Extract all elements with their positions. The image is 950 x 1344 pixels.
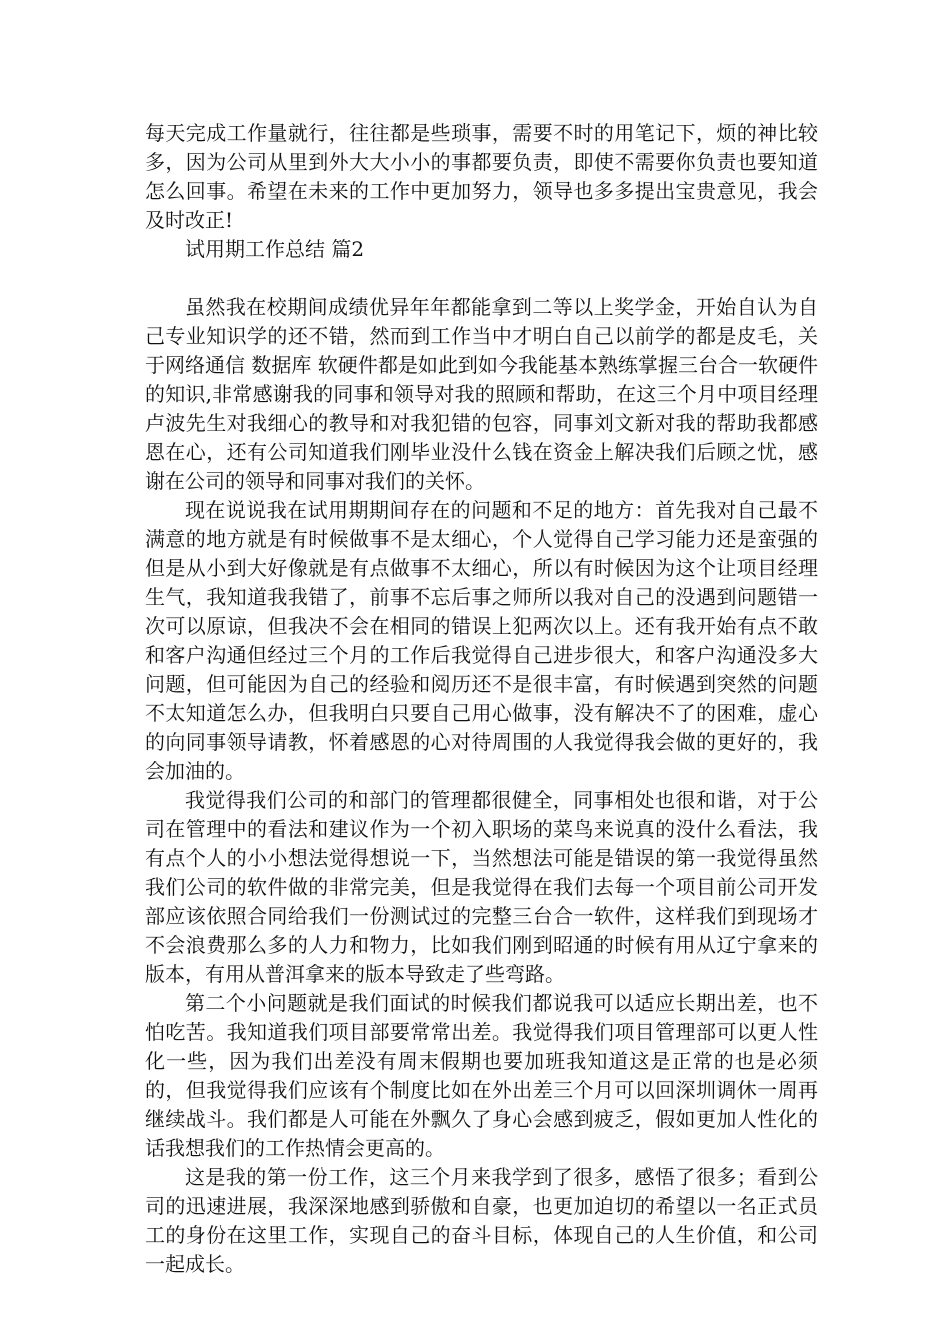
body-paragraph-4: 第二个小问题就是我们面试的时候我们都说我可以适应长期出差，也不怕吃苦。我知道我们项目部要常常出差。我觉得我们项目管理部可以更人性化一些，因为我们出差没有周末假期也要加班我知道这是正常的也是必须的，但我觉得我们应该有个制度比如在外出差三个月可以回深圳调休一周再继续战斗。我们都是人可能在外飘久了身心会感到疲乏，假如更加人性化的话我想我们的工作热情会更高的。 [145,991,818,1160]
section-heading: 试用期工作总结 篇2 [185,237,365,261]
document-page [145,119,818,1279]
body-paragraph-2: 现在说说我在试用期期间存在的问题和不足的地方：首先我对自己最不满意的地方就是有时候做事不是太细心，个人觉得自己学习能力还是蛮强的但是从小到大好像就是有点做事不太细心，所以有时候因为这个让项目经理生气，我知道我我错了，前事不忘后事之师所以我对自己的没遇到问题错一次可以原谅，但我决不会在相同的错误上犯两次以上。还有我开始有点不敢和客户沟通但经过三个月的工作后我觉得自己进步很大，和客户沟通没多大问题，但可能因为自己的经验和阅历还不是很丰富，有时候遇到突然的问题不太知道怎么办，但我明白只要自己用心做事，没有解决不了的困难，虚心的向同事领导请教，怀着感恩的心对待周围的人我觉得我会做的更好的，我会加油的。 [145,498,818,783]
intro-paragraph: 每天完成工作量就行，往往都是些琐事，需要不时的用笔记下，烦的神比较多，因为公司从里到外大大小小的事都要负责，即使不需要你负责也要知道怎么回事。希望在未来的工作中更加努力，领导也多多提出宝贵意见，我会及时改正! [145,121,818,232]
body-paragraph-3: 我觉得我们公司的和部门的管理都很健全，同事相处也很和谐，对于公司在管理中的看法和建议作为一个初入职场的菜鸟来说真的没什么看法，我有点个人的小小想法觉得想说一下，当然想法可能是错误的第一我觉得虽然我们公司的软件做的非常完美，但是我觉得在我们去每一个项目前公司开发部应该依照合同给我们一份测试过的完整三台合一软件，这样我们到现场才不会浪费那么多的人力和物力，比如我们刚到昭通的时候有用从辽宁拿来的版本，有用从普洱拿来的版本导致走了些弯路。 [145,788,818,986]
body-paragraph-5: 这是我的第一份工作，这三个月来我学到了很多，感悟了很多；看到公司的迅速进展，我深深地感到骄傲和自豪，也更加迫切的希望以一名正式员工的身份在这里工作，实现自己的奋斗目标，体现自己的人生价值，和公司一起成长。 [145,1165,818,1276]
body-paragraph-1: 虽然我在校期间成绩优异年年都能拿到二等以上奖学金，开始自认为自己专业知识学的还不错，然而到工作当中才明白自己以前学的都是皮毛，关于网络通信 数据库 软硬件都是如此到如今我能基本熟练掌握三台合一软硬件的知识,非常感谢我的同事和领导对我的照顾和帮助，在这三个月中项目经理卢波先生对我细心的教导和对我犯错的包容，同事刘文新对我的帮助我都感恩在心，还有公司知道我们刚毕业没什么钱在资金上解决我们后顾之忧，感谢在公司的领导和同事对我们的关怀。 [145,295,818,493]
